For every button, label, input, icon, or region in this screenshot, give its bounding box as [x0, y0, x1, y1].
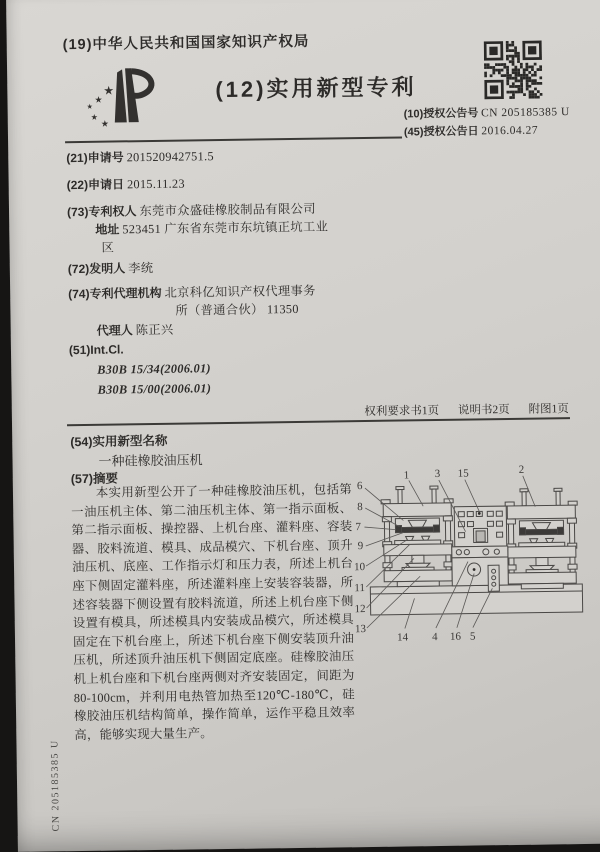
fig-label-3: 3	[434, 467, 441, 481]
document-type-title: (12)实用新型专利	[215, 74, 417, 103]
agency-value: 北京科亿知识产权代理事务	[164, 283, 316, 300]
claims-pages: 权利要求书1页	[364, 404, 440, 419]
agency-row-2	[68, 299, 299, 320]
publication-date-row	[404, 121, 570, 141]
agency-label: (74)专利代理机构	[68, 285, 162, 302]
address-value: 523451 广东省东莞市东坑镇正坑工业	[122, 219, 329, 237]
logo-star: ★	[94, 94, 103, 105]
header-divider	[65, 136, 402, 143]
patent-figure	[347, 460, 600, 663]
fig-label-12: 12	[354, 603, 366, 616]
patentee-value: 东莞市众盛硅橡胶制品有限公司	[139, 201, 316, 219]
pub-no-value: CN 205185385 U	[480, 106, 570, 120]
address-value-2: 区	[101, 240, 115, 255]
description-pages: 说明书2页	[457, 404, 510, 417]
agent-value: 陈正兴	[135, 322, 174, 338]
intcl-value-2: B30B 15/00(2006.01)	[97, 381, 212, 397]
intcl-class-2	[69, 381, 211, 398]
app-date-value: 2015.11.23	[126, 176, 185, 192]
app-no-value: 201520942751.5	[126, 149, 214, 165]
pub-date-value: 2016.04.27	[481, 124, 539, 138]
address-row	[67, 217, 328, 239]
application-number-row	[66, 147, 214, 166]
address-label: 地址	[95, 222, 120, 237]
fig-label-14: 14	[396, 631, 409, 644]
fig-label-9: 9	[357, 540, 364, 553]
inventor-value: 李统	[128, 260, 154, 276]
side-publication-code: CN 205185385 U	[49, 739, 62, 832]
address-row-2	[67, 238, 114, 257]
app-no-label: (21)申请号	[66, 150, 124, 166]
fig-label-6: 6	[356, 480, 363, 493]
application-date-row	[67, 175, 185, 194]
agent-row	[69, 320, 174, 339]
fig-label-8: 8	[357, 501, 363, 514]
fig-label-13: 13	[354, 623, 366, 636]
drawings-pages: 附图1页	[528, 403, 569, 416]
agent-label: 代理人	[96, 323, 133, 338]
app-date-label: (22)申请日	[66, 177, 125, 193]
fig-label-5: 5	[469, 630, 476, 643]
patentee-label: (73)专利权人	[66, 204, 137, 220]
intcl-value-1: B30B 15/34(2006.01)	[97, 361, 211, 377]
fig-label-2: 2	[518, 463, 525, 476]
fig-label-10: 10	[353, 561, 366, 574]
inventor-label: (72)发明人	[67, 261, 126, 277]
fig-label-15: 15	[457, 467, 469, 480]
fig-label-1: 1	[403, 469, 410, 482]
invention-title: 一种硅橡胶油压机	[98, 452, 203, 469]
logo-star: ★	[90, 112, 98, 122]
pub-no-label: (10)授权公告号	[403, 107, 479, 121]
fig-label-16: 16	[449, 630, 462, 643]
intcl-label: (51)Int.Cl.	[68, 342, 124, 358]
intcl-class-1	[69, 361, 211, 378]
publication-number-row	[404, 103, 570, 123]
cnipa-logo-icon	[77, 64, 172, 137]
fig-label-11: 11	[354, 582, 366, 595]
logo-star: ★	[100, 118, 109, 129]
pub-date-label: (45)授权公告日	[403, 125, 479, 139]
publication-info	[404, 103, 571, 141]
logo-star: ★	[86, 102, 93, 111]
intcl-row	[69, 342, 124, 358]
inventor-row	[68, 258, 154, 277]
agency-value-2: 所（普通合伙） 11350	[175, 301, 299, 318]
abstract-text: 本实用新型公开了一种硅橡胶油压机，包括第一油压机主体、第二油压机主体、第一指示面板、第二指示面板、操控器、上机台座、灌料座、容装器、胶料流道、模具、成品模穴、下机台座、顶升油压机、底座、工作指示灯和压力表，所述上机台座下侧固定灌料座，所述灌料座上安装容装器，所述容装器下侧设置有胶料流道，所述上机台座下侧设置有模具，所述模具内安装成品模穴，所述模具固定在下机台座上，所述下机台座下侧安装顶升油压机，所述顶升油压机下侧固定底座。硅橡胶油压机上机台座和下机台座两侧对齐安装固定，间距为80-100cm，并利用电热管加热至120℃-180℃，硅橡胶油压机结构简单，操作简单，运作平稳且效率高，能够实现大量生产。	[71, 482, 356, 742]
patent-front-page	[6, 0, 600, 852]
title-section-label: (54)实用新型名称	[70, 433, 168, 450]
fig-label-4: 4	[431, 631, 438, 644]
abstract-section-label: (57)摘要	[70, 471, 119, 487]
fig-label-7: 7	[355, 521, 362, 534]
logo-star: ★	[103, 83, 115, 98]
figure-right-press	[505, 488, 578, 589]
issuing-office: (19)中华人民共和国国家知识产权局	[62, 33, 310, 54]
qr-code	[484, 41, 543, 100]
